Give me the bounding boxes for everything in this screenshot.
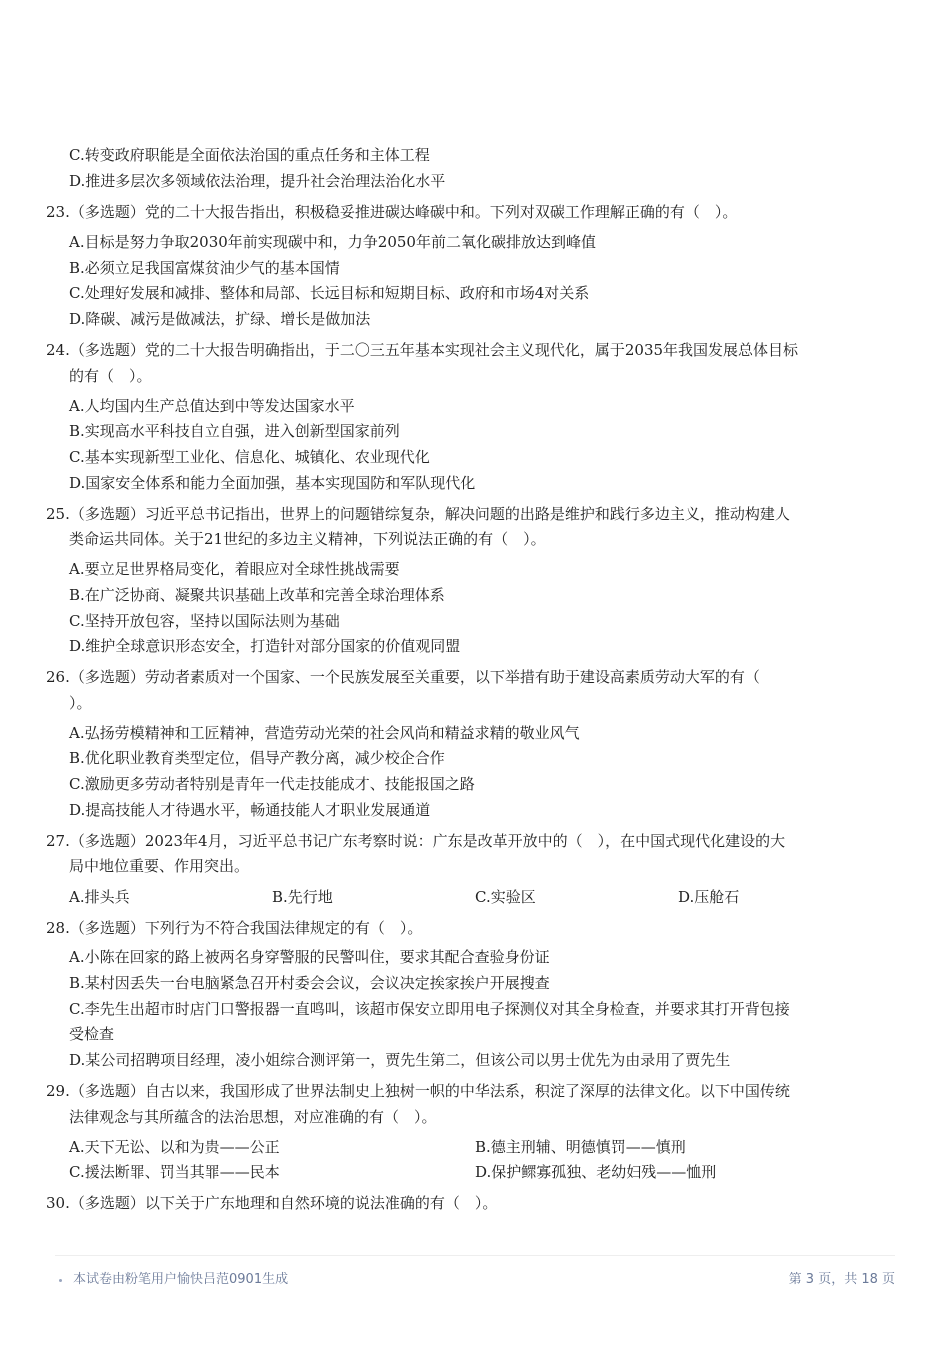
question-stem: 29.（多选题）自古以来，我国形成了世界法制史上独树一帜的中华法系，积淀了深厚的法律文化。以下中国传统 [46, 1082, 790, 1100]
question-stem-continued: 的有（ ）。 [69, 367, 152, 385]
option-d: D.某公司招聘项目经理，凌小姐综合测评第一，贾先生第二，但该公司以男士优先为由录用了贾先生 [69, 1051, 731, 1069]
footer-page-number: 第 3 页，共 18 页 [788, 1272, 895, 1287]
question-stem-continued: ）。 [69, 694, 92, 712]
option-c: C.处理好发展和减排、整体和局部、长远目标和短期目标、政府和市场4对关系 [69, 284, 590, 302]
footer-generated-by: 本试卷由粉笔用户愉快吕范0901生成 [73, 1272, 289, 1287]
option-d: D.维护全球意识形态安全，打造针对部分国家的价值观同盟 [69, 637, 461, 655]
option-c: C.转变政府职能是全面依法治国的重点任务和主体工程 [69, 146, 430, 164]
option-b: B.某村因丢失一台电脑紧急召开村委会会议，会议决定挨家挨户开展搜查 [69, 974, 550, 992]
option-b: B.实现高水平科技自立自强，进入创新型国家前列 [69, 422, 400, 440]
option-a: A.排头兵 [69, 888, 130, 906]
option-a: A.要立足世界格局变化，着眼应对全球性挑战需要 [69, 560, 400, 578]
option-a: A.人均国内生产总值达到中等发达国家水平 [69, 397, 355, 415]
option-b: B.必须立足我国富煤贫油少气的基本国情 [69, 259, 340, 277]
question-stem: 24.（多选题）党的二十大报告明确指出，于二〇三五年基本实现社会主义现代化，属于2035年我国发展总体目标 [46, 341, 799, 359]
option-a: A.目标是努力争取2030年前实现碳中和，力争2050年前二氧化碳排放达到峰值 [69, 233, 596, 251]
question-stem-continued: 局中地位重要、作用突出。 [69, 857, 250, 875]
option-c-continued: 受检查 [69, 1025, 115, 1043]
question-stem: 27.（多选题）2023年4月，习近平总书记广东考察时说：广东是改革开放中的（ ），在中国式现代化建设的大 [46, 832, 786, 850]
question-stem: 25.（多选题）习近平总书记指出，世界上的问题错综复杂，解决问题的出路是维护和践行多边主义，推动构建人 [46, 505, 790, 523]
question-stem: 30.（多选题）以下关于广东地理和自然环境的说法准确的有（ ）。 [46, 1194, 498, 1212]
footer-divider [55, 1255, 895, 1256]
option-c: C.激励更多劳动者特别是青年一代走技能成才、技能报国之路 [69, 775, 475, 793]
option-c: C.李先生出超市时店门口警报器一直鸣叫，该超市保安立即用电子探测仪对其全身检查，并要求其打开背包接 [69, 1000, 790, 1018]
question-stem: 26.（多选题）劳动者素质对一个国家、一个民族发展至关重要，以下举措有助于建设高素质劳动大军的有（ [46, 668, 760, 686]
option-d: D.国家安全体系和能力全面加强，基本实现国防和军队现代化 [69, 474, 476, 492]
option-d: D.推进多层次多领域依法治理，提升社会治理法治化水平 [69, 172, 446, 190]
bullet-dot-icon [59, 1279, 62, 1282]
option-d: D.保护鳏寡孤独、老幼妇残——恤刑 [475, 1163, 717, 1181]
option-d: D.降碳、减污是做减法，扩绿、增长是做加法 [69, 310, 371, 328]
question-stem: 23.（多选题）党的二十大报告指出，积极稳妥推进碳达峰碳中和。下列对双碳工作理解正确的有（ ）。 [46, 203, 738, 221]
option-d: D.压舱石 [678, 888, 740, 906]
option-b: B.德主刑辅、明德慎罚——慎刑 [475, 1138, 686, 1156]
option-a: A.弘扬劳模精神和工匠精神，营造劳动光荣的社会风尚和精益求精的敬业风气 [69, 724, 580, 742]
option-b: B.在广泛协商、凝聚共识基础上改革和完善全球治理体系 [69, 586, 445, 604]
option-b: B.先行地 [272, 888, 333, 906]
option-c: C.援法断罪、罚当其罪——民本 [69, 1163, 280, 1181]
option-a: A.小陈在回家的路上被两名身穿警服的民警叫住，要求其配合查验身份证 [69, 948, 550, 966]
question-stem: 28.（多选题）下列行为不符合我国法律规定的有（ ）。 [46, 919, 423, 937]
option-a: A.天下无讼、以和为贵——公正 [69, 1138, 280, 1156]
option-c: C.基本实现新型工业化、信息化、城镇化、农业现代化 [69, 448, 430, 466]
option-d: D.提高技能人才待遇水平，畅通技能人才职业发展通道 [69, 801, 431, 819]
question-stem-continued: 法律观念与其所蕴含的法治思想，对应准确的有（ ）。 [69, 1108, 437, 1126]
option-b: B.优化职业教育类型定位，倡导产教分离，减少校企合作 [69, 749, 445, 767]
option-c: C.坚持开放包容，坚持以国际法则为基础 [69, 612, 340, 630]
question-stem-continued: 类命运共同体。关于21世纪的多边主义精神，下列说法正确的有（ ）。 [69, 530, 546, 548]
option-c: C.实验区 [475, 888, 536, 906]
